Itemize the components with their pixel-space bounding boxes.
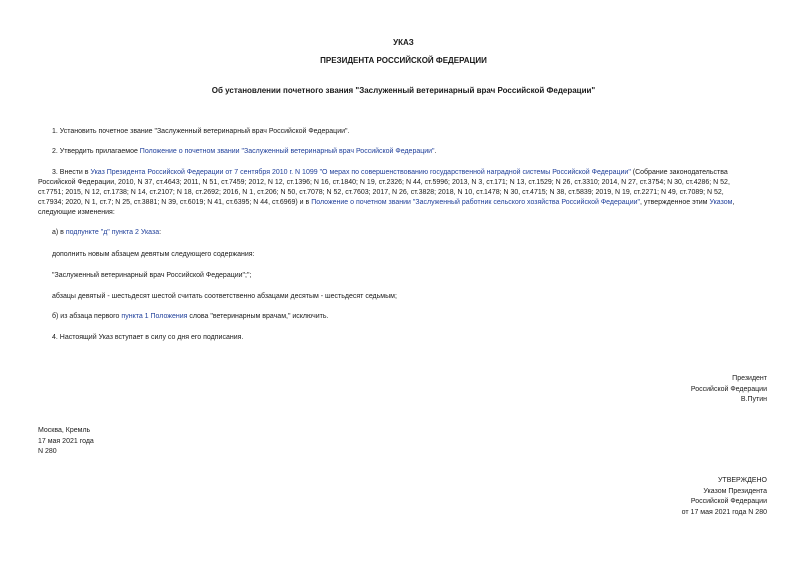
document-title: УКАЗ xyxy=(393,38,414,47)
paragraph-3-line-2: Российской Федерации, 2010, N 37, ст.4643; 2011, N 51, ст.7459; 2012, N 12, ст.1396; N 16, ст.1840; N 19, ст.2326; N 44, ст.5996; 2013, N 3, ст.171; N 13, ст.1529; N 26, ст.3310; 2014, N 27, ст.3754; N 30, ст.4286; N 52, xyxy=(38,179,730,186)
regulation-link[interactable]: Положение о почетном звании "Заслуженный ветеринарный врач Российской Федерации" xyxy=(139,148,435,155)
paragraph-1: 1. Установить почетное звание "Заслуженный ветеринарный врач Российской Федерации". xyxy=(52,128,350,135)
decree-1099-link[interactable]: Указ Президента Российской Федерации от 7 сентября 2010 г. N 1099 "О мерах по совершенствованию государственной наградной системы Российской Федерации" xyxy=(90,169,631,176)
signature-name: В.Путин xyxy=(740,396,767,403)
date: 17 мая 2021 года xyxy=(38,437,94,445)
paragraph-4: 4. Настоящий Указ вступает в силу со дня его подписания. xyxy=(52,334,244,341)
paragraph-2-end: . xyxy=(434,148,437,155)
place-date-block xyxy=(38,426,94,458)
subparagraph-a xyxy=(52,228,784,238)
subparagraph-a-line-2: "Заслуженный ветеринарный врач Российской Федерации";"; xyxy=(52,272,252,279)
approval-title: УТВЕРЖДЕНО xyxy=(717,477,767,484)
place: Москва, Кремль xyxy=(38,427,91,434)
paragraph-3-line-1 xyxy=(38,168,770,178)
paragraph-3-text: 3. Внести в xyxy=(52,169,91,176)
paragraph-2 xyxy=(52,147,784,157)
approval-line-3: Российской Федерации xyxy=(690,498,767,505)
document-heading: Об установлении почетного звания "Заслуженный ветеринарный врач Российской Федерации" xyxy=(211,86,596,95)
decree-number: N 280 xyxy=(38,448,57,455)
clause-1-link[interactable]: пункта 1 Положения xyxy=(121,313,188,320)
subparagraph-a-line-1: дополнить новым абзацем девятым следующего содержания: xyxy=(52,251,255,258)
paragraph-3-line-4 xyxy=(38,198,770,208)
signature-country: Российской Федерации xyxy=(690,385,767,393)
subparagraph-b-end: слова "ветеринарным врачам," исключить. xyxy=(187,313,329,320)
paragraph-2-text: 2. Утвердить прилагаемое xyxy=(52,148,140,155)
subparagraph-b-text: б) из абзаца первого xyxy=(52,313,122,320)
approval-block xyxy=(682,476,767,518)
paragraph-3-comma: , xyxy=(732,199,735,206)
document-subtitle: ПРЕЗИДЕНТА РОССИЙСКОЙ ФЕДЕРАЦИИ xyxy=(320,56,487,65)
approval-line-2: Указом Президента xyxy=(703,487,767,495)
paragraph-3 xyxy=(38,168,770,218)
paragraph-3-source: (Собрание законодательства xyxy=(630,169,728,176)
paragraph-3-citation: ст.7934; 2020, N 1, ст.7; N 25, ст.3881; N 39, ст.6019; N 41, ст.6395; N 44, ст.6969) и в xyxy=(38,199,312,206)
agriculture-regulation-link[interactable]: Положение о почетном звании "Заслуженный работник сельского хозяйства Российской Федерации" xyxy=(311,199,640,206)
paragraph-3-line-3: ст.7751; 2015, N 12, ст.1738; N 14, ст.2107; N 18, ст.2692; 2016, N 1, ст.206; N 50, ст.7078; N 52, ст.7603; 2017, N 26, ст.3828; 2018, N 10, ст.1478; N 30, ст.4715; N 38, ст.5839; 2019, N 19, ст.2271; N 49, ст.7089; N 52, xyxy=(38,189,724,196)
signature-block xyxy=(691,374,767,406)
paragraph-3-approved-text: , утвержденное этим xyxy=(640,199,710,206)
paragraph-3-line-5: следующие изменения: xyxy=(38,209,115,216)
approval-line-4: от 17 мая 2021 года N 280 xyxy=(681,508,767,516)
subparagraph-a-end: : xyxy=(159,229,162,236)
signature-title: Президент xyxy=(732,375,767,382)
subparagraph-a-text: а) в xyxy=(52,229,66,236)
subparagraph-b xyxy=(52,312,784,322)
subclause-d-link[interactable]: подпункте "д" пункта 2 Указа xyxy=(65,229,160,236)
subparagraph-a-line-3: абзацы девятый - шестьдесят шестой считать соответственно абзацами десятым - шестьдесят седьмым; xyxy=(52,293,397,300)
decree-link[interactable]: Указом xyxy=(709,199,733,206)
